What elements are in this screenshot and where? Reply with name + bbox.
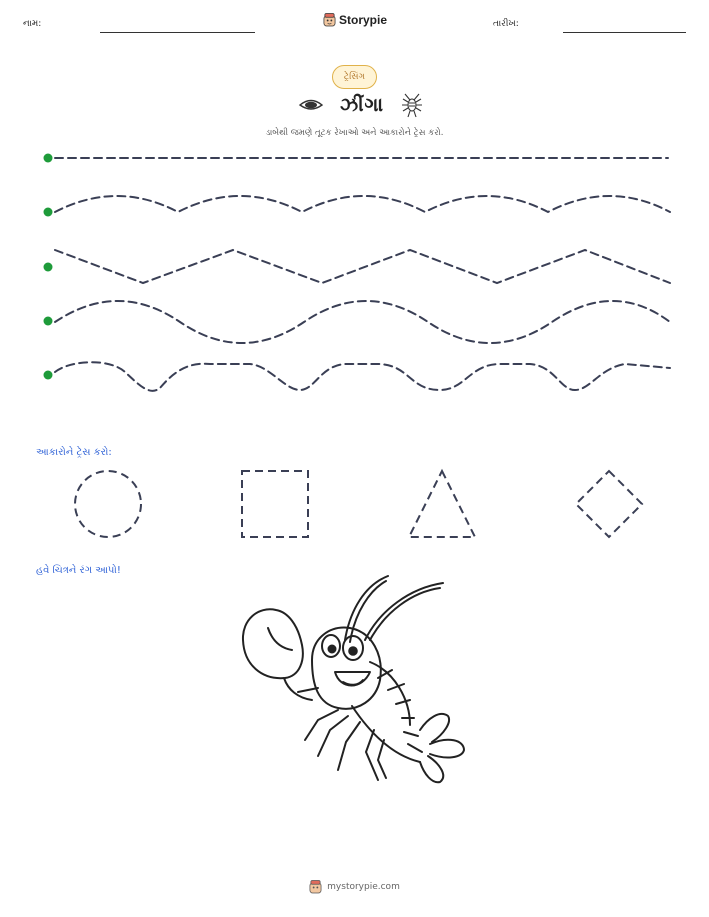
instructions: ડાબેથી જમણે તૂટક રેખાઓ અને આકારોને ટ્રેસ કરો. [265, 128, 444, 138]
brand-name: Storypie [339, 13, 388, 27]
color-section-label: હવે ચિત્રને રંગ આપો! [36, 565, 121, 576]
footer [0, 880, 709, 894]
footer-site-link[interactable]: mystorypie.com [327, 882, 400, 892]
tracing-badge: ટ્રેસિંગ [332, 65, 377, 89]
date-label: તારીખ: [493, 19, 519, 29]
page-title: ઝીંગા [339, 94, 385, 116]
name-label: નામ: [23, 19, 42, 29]
shapes-section-label: આકારોને ટ્રેસ કરો: [36, 447, 112, 458]
storypie-logo-icon [309, 880, 322, 894]
